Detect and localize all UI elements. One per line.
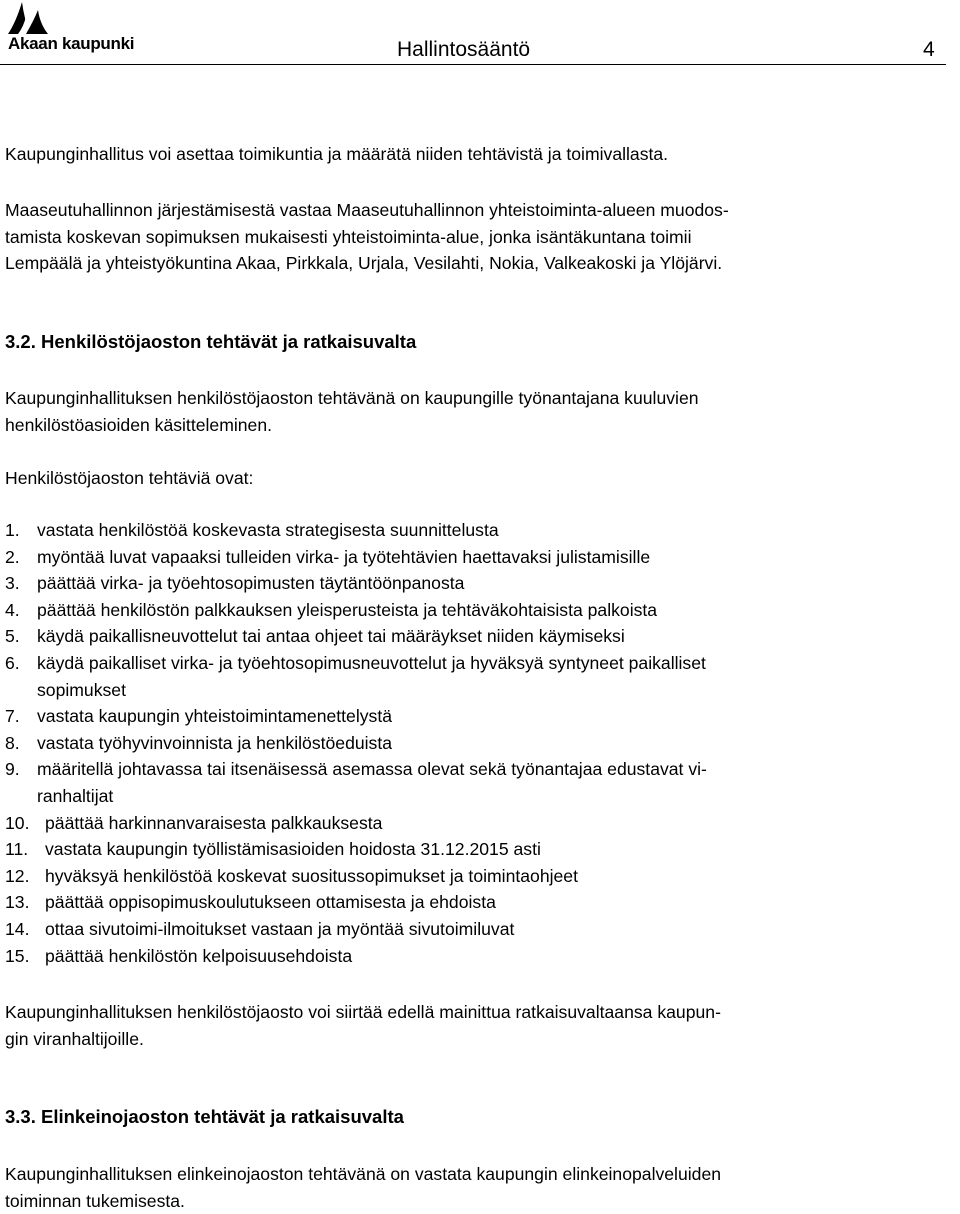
list-item-number: 11. — [5, 839, 29, 860]
list-item-line: päättää henkilöstön kelpoisuusehdoista — [45, 945, 353, 966]
list-item-number: 2. — [5, 546, 20, 567]
list-item-line: päättää henkilöstön palkkauksen yleisperusteista ja tehtäväkohtaisista palkoista — [37, 599, 658, 620]
list-item-text — [45, 889, 950, 916]
page-number: 4 — [923, 38, 935, 61]
document-title: Hallintosääntö — [397, 38, 531, 61]
list-item-text — [37, 544, 950, 571]
list-item-line: päättää oppisopimuskoulutukseen ottamisesta ja ehdoista — [45, 892, 496, 913]
list-item — [5, 517, 950, 544]
paragraph-committees: Kaupunginhallitus voi asettaa toimikuntia ja määrätä niiden tehtävistä ja toimivallasta. — [5, 144, 669, 164]
list-item-text — [45, 916, 950, 943]
list-item-line: käydä paikalliset virka- ja työehtosopimusneuvottelut ja hyväksyä syntyneet paikalliset — [37, 652, 706, 673]
list-item-line: käydä paikallisneuvottelut tai antaa ohjeet tai määräykset niiden käymiseksi — [37, 626, 625, 647]
list-item-number: 4. — [5, 599, 20, 620]
list-item-text — [37, 623, 950, 650]
list-item — [5, 836, 950, 863]
list-item — [5, 703, 950, 730]
paragraph-personnel-duties — [5, 385, 950, 438]
list-item-number: 7. — [5, 706, 20, 727]
section-heading-3-2: 3.2. Henkilöstöjaoston tehtävät ja ratkaisuvalta — [5, 331, 417, 352]
section-heading-3-3: 3.3. Elinkeinojaoston tehtävät ja ratkaisuvalta — [5, 1106, 404, 1127]
list-item — [5, 544, 950, 571]
list-item-text — [37, 570, 950, 597]
list-item-text — [37, 703, 950, 730]
list-item-line: hyväksyä henkilöstöä koskevat suositussopimukset ja toimintaohjeet — [45, 865, 578, 886]
list-item-number: 13. — [5, 892, 30, 913]
list-item-line: myöntää luvat vapaaksi tulleiden virka- ja työtehtävien haettavaksi julistamisille — [37, 546, 651, 567]
list-item-text — [37, 730, 950, 757]
list-item-number: 9. — [5, 759, 20, 780]
list-item — [5, 943, 950, 970]
paragraph-line: Lempäälä ja yhteistyökuntina Akaa, Pirkkala, Urjala, Vesilahti, Nokia, Valkeakoski ja Ylöjärvi. — [5, 253, 723, 274]
list-item-number: 14. — [5, 918, 30, 939]
city-crest-icon — [4, 0, 64, 38]
list-item-line: määritellä johtavassa tai itsenäisessä asemassa olevat sekä työnantajaa edustavat vi- — [37, 759, 707, 780]
paragraph-business-duties — [5, 1161, 950, 1214]
list-item — [5, 810, 950, 837]
paragraph-delegation — [5, 999, 950, 1052]
list-item — [5, 889, 950, 916]
list-item — [5, 863, 950, 890]
paragraph-line: toiminnan tukemisesta. — [5, 1190, 185, 1211]
list-item-number: 15. — [5, 945, 30, 966]
logo-text: Akaan kaupunki — [8, 34, 135, 53]
list-item-text — [45, 810, 950, 837]
list-item-number: 10. — [5, 812, 30, 833]
list-item — [5, 570, 950, 597]
list-item-number: 6. — [5, 652, 20, 673]
list-item-line: vastata henkilöstöä koskevasta strategisesta suunnittelusta — [37, 520, 499, 540]
list-item-line: vastata työhyvinvoinnista ja henkilöstöeduista — [37, 732, 393, 753]
list-item-number: 8. — [5, 732, 20, 753]
list-item-text — [37, 650, 950, 703]
list-item — [5, 916, 950, 943]
list-item-text — [45, 863, 950, 890]
list-item-text — [45, 943, 950, 970]
list-item-line: päättää harkinnanvaraisesta palkkauksesta — [45, 812, 383, 833]
list-item — [5, 623, 950, 650]
list-item — [5, 730, 950, 757]
paragraph-line: tamista koskevan sopimuksen mukaisesti yhteistoiminta-alue, jonka isäntäkuntana toimii — [5, 226, 692, 247]
list-item-line: vastata kaupungin työllistämisasioiden hoidosta 31.12.2015 asti — [45, 839, 541, 860]
list-item-line: ottaa sivutoimi-ilmoitukset vastaan ja myöntää sivutoimiluvat — [45, 918, 515, 939]
list-item — [5, 756, 950, 809]
list-item — [5, 597, 950, 624]
list-item-number: 1. — [5, 520, 20, 540]
list-item-text — [45, 836, 950, 863]
header-divider — [0, 64, 946, 65]
list-item-number: 12. — [5, 865, 30, 886]
paragraph-line: Maaseutuhallinnon järjestämisestä vastaa Maaseutuhallinnon yhteistoiminta-alueen muodos- — [5, 200, 729, 220]
list-item-text — [37, 756, 950, 809]
list-item — [5, 650, 950, 703]
list-item-number: 5. — [5, 626, 20, 647]
paragraph-list-intro: Henkilöstöjaoston tehtäviä ovat: — [5, 468, 254, 488]
list-item-line: ranhaltijat — [37, 785, 114, 806]
paragraph-line: Kaupunginhallituksen elinkeinojaoston tehtävänä on vastata kaupungin elinkeinopalveluiden — [5, 1164, 722, 1184]
list-item-text — [37, 597, 950, 624]
paragraph-line: Kaupunginhallituksen henkilöstöjaosto voi siirtää edellä mainittua ratkaisuvaltaansa kaupun- — [5, 1002, 721, 1022]
paragraph-line: Kaupunginhallituksen henkilöstöjaoston tehtävänä on kaupungille työnantajana kuuluvien — [5, 388, 699, 408]
list-item-number: 3. — [5, 573, 20, 594]
city-logo — [4, 0, 184, 58]
list-item-line: päättää virka- ja työehtosopimusten täytäntöönpanosta — [37, 573, 465, 594]
paragraph-line: gin viranhaltijoille. — [5, 1028, 144, 1049]
paragraph-line: henkilöstöasioiden käsitteleminen. — [5, 414, 272, 435]
paragraph-rural-administration — [5, 197, 950, 277]
list-item-line: vastata kaupungin yhteistoimintamenettelystä — [37, 706, 393, 727]
list-item-line: sopimukset — [37, 679, 126, 700]
duties-list — [5, 517, 950, 969]
list-item-text — [37, 517, 950, 544]
